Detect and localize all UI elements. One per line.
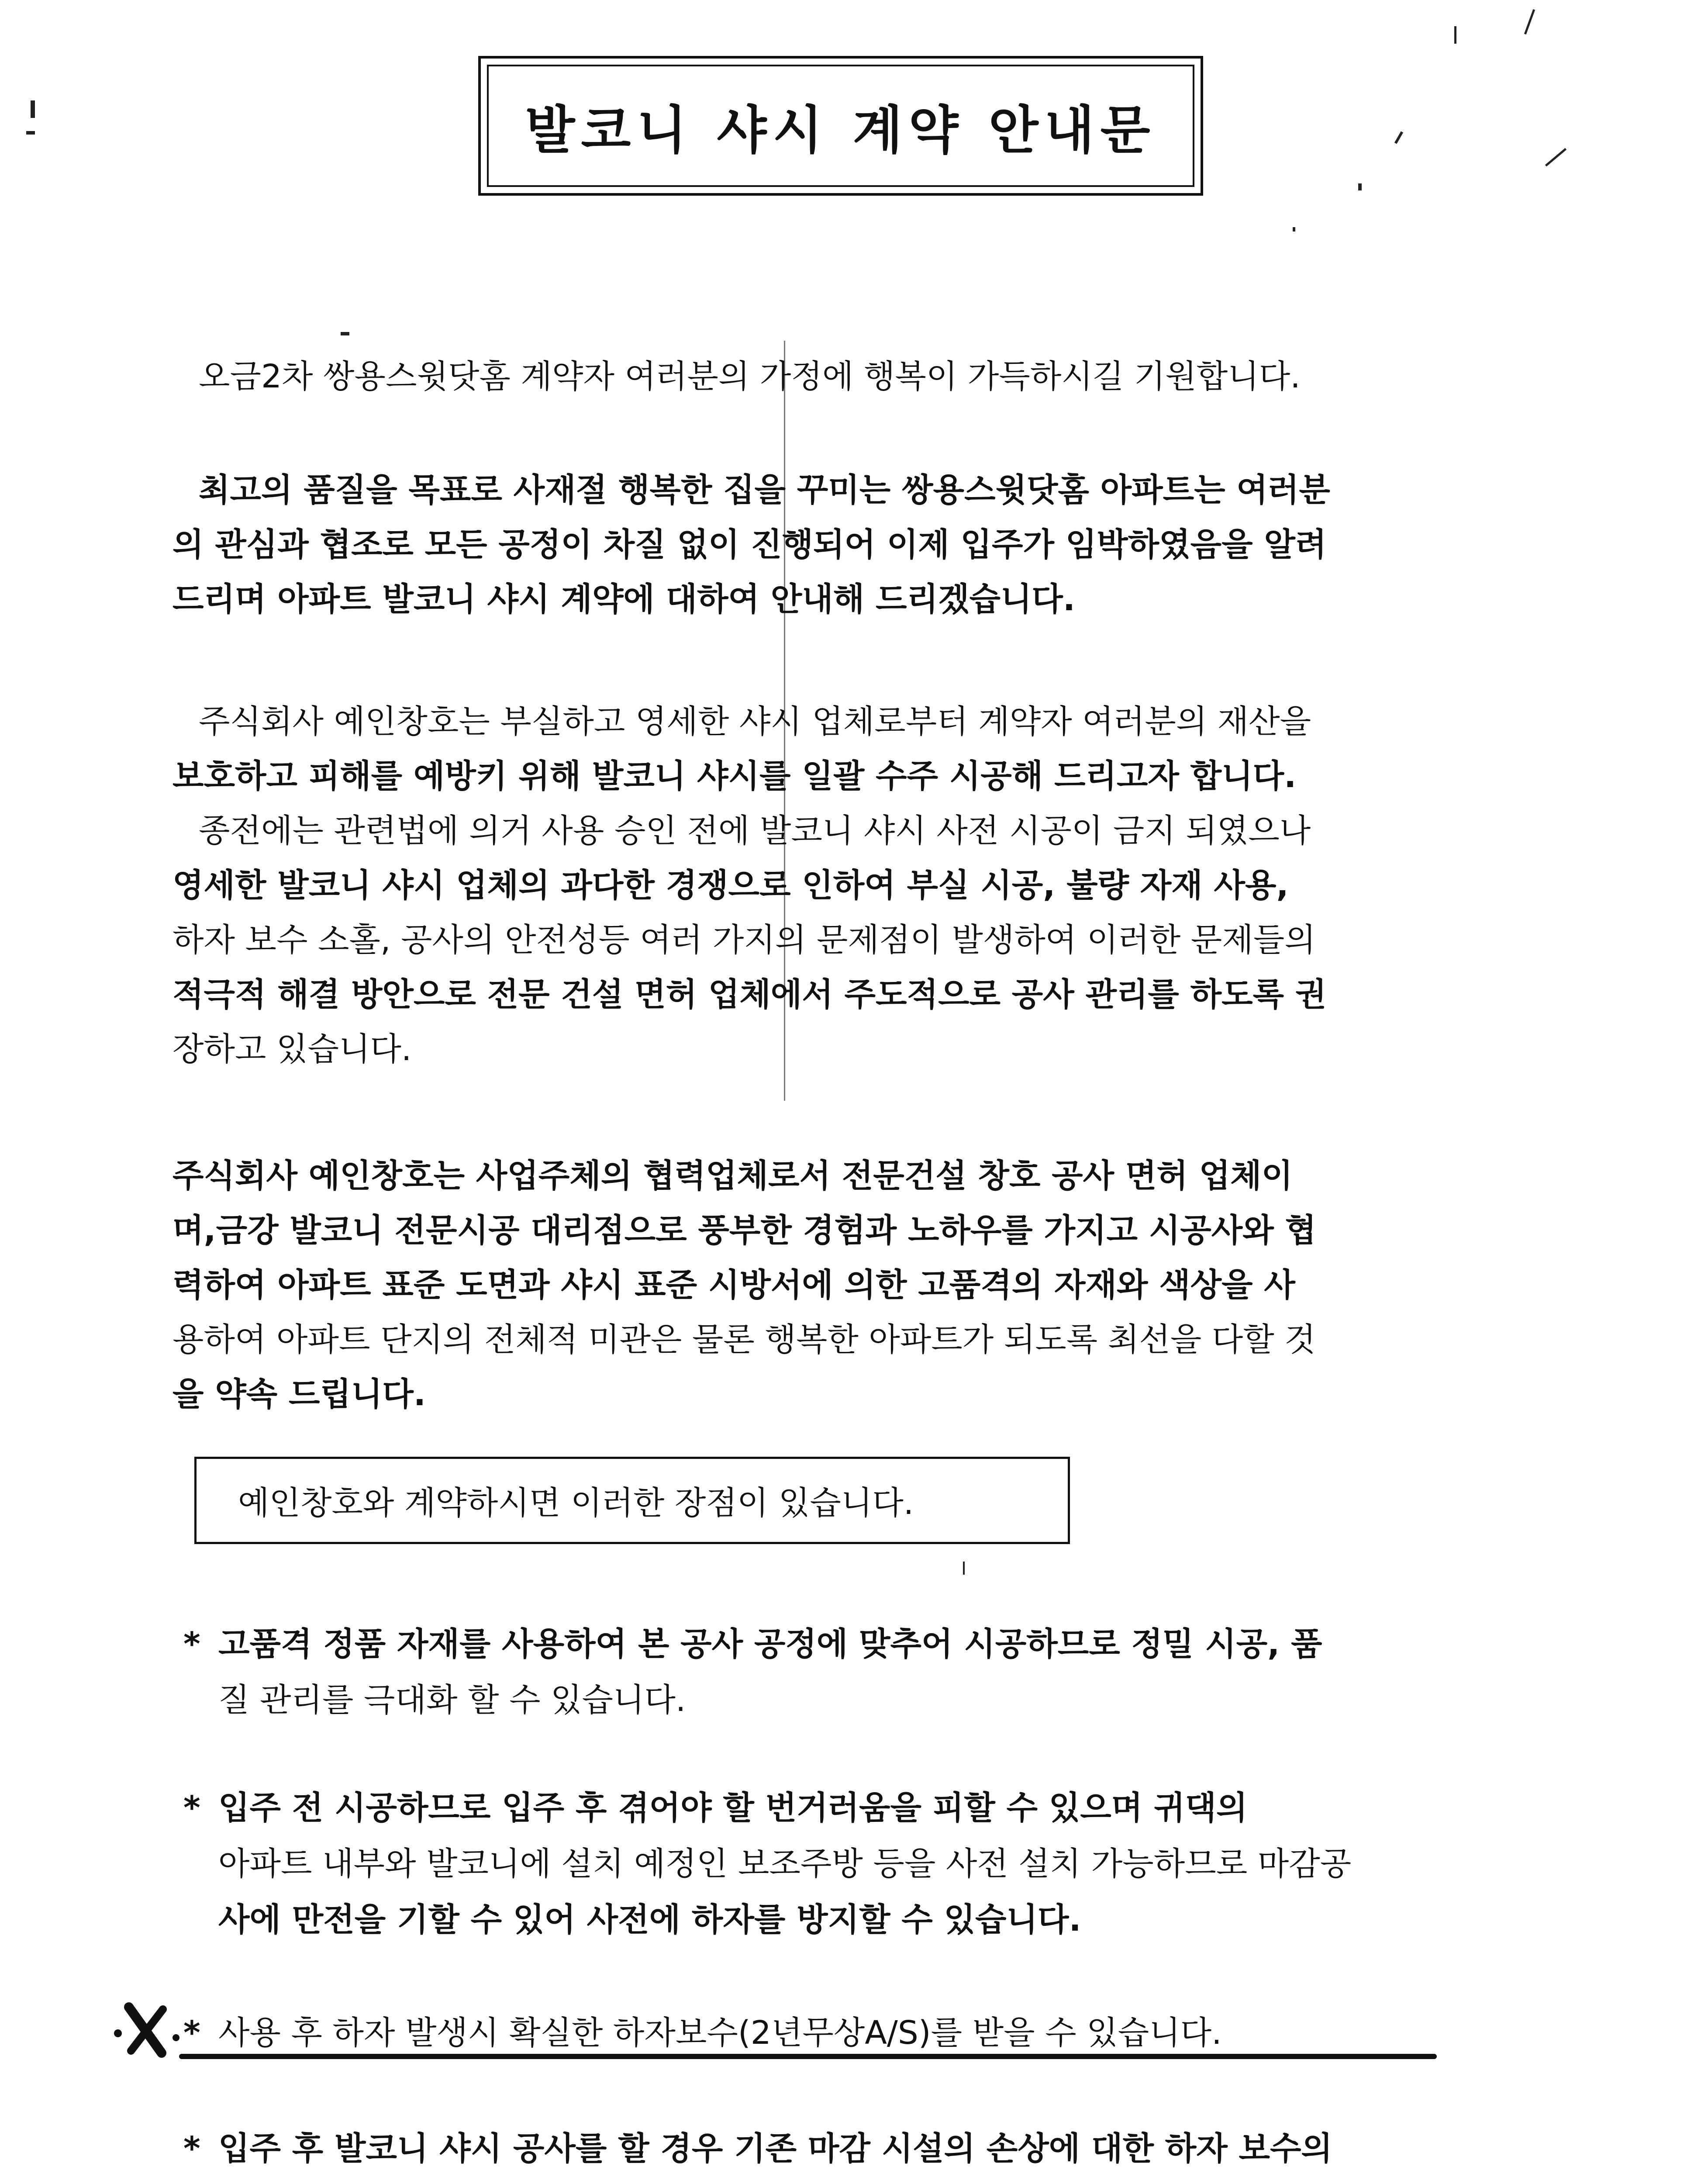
scan-speck	[1524, 9, 1535, 35]
paragraph-line: 최고의 품질을 목표로 사재절 행복한 집을 꾸미는 쌍용스윗닷홈 아파트는 여러분	[199, 471, 1330, 509]
paragraph-line: 장하고 있습니다.	[173, 1030, 412, 1068]
greeting-text: 오금2차 쌍용스윗닷홈 계약자 여러분의 가정에 행복이 가득하시길 기원합니다.	[199, 358, 1301, 395]
scan-speck	[31, 100, 35, 118]
paragraph-company	[173, 695, 1557, 804]
paragraph-line: 을 약속 드립니다.	[173, 1375, 426, 1413]
paragraph-line: 종전에는 관련법에 의거 사용 승인 전에 발코니 샤시 사전 시공이 금지 되였으나	[199, 812, 1311, 850]
scan-speck	[1454, 26, 1456, 44]
paragraph-line: 의 관심과 협조로 모든 공정이 차질 없이 진행되어 이제 입주가 임박하였음을 알려	[173, 526, 1327, 563]
bullet-line	[218, 2177, 1572, 2184]
bullet-line: 아파트 내부와 발코니에 설치 예정인 보조주방 등을 사전 설치 가능하므로 마감공	[218, 1845, 1352, 1883]
paragraph-line: 영세한 발코니 샤시 업체의 과다한 경쟁으로 인하여 부실 시공, 불량 자재 사용,	[173, 867, 1289, 904]
scan-speck	[1293, 227, 1295, 232]
title-inner-border	[487, 65, 1194, 187]
advantages-box-text: 예인창호와 계약하시면 이러한 장점이 있습니다.	[238, 1484, 914, 1522]
scan-speck	[1394, 131, 1403, 144]
bullet-star: *	[183, 1625, 200, 1663]
paragraph-line: 주식회사 예인창호는 부실하고 영세한 샤시 업체로부터 계약자 여러분의 재산을	[199, 703, 1311, 740]
bullet-line: 입주 후 발코니 샤시 공사를 할 경우 기존 마감 시설의 손상에 대한 하자 보수의	[218, 2130, 1332, 2167]
advantages-box	[194, 1457, 1070, 1544]
bullet-star: *	[183, 2130, 200, 2167]
page-title: 발코니 샤시 계약 안내문	[525, 100, 1156, 160]
scan-speck	[1358, 183, 1362, 190]
bullet-star: *	[183, 1789, 200, 1827]
bullet-line: 사용 후 하자 발생시 확실한 하자보수(2년무상A/S)를 받을 수 있습니다.	[218, 2014, 1222, 2052]
paragraph-line: 력하여 아파트 표준 도면과 샤시 표준 시방서에 의한 고품격의 자재와 색상을 사	[173, 1266, 1295, 1304]
paragraph-line: 용하여 아파트 단지의 전체적 미관은 물론 행복한 아파트가 되도록 최선을 다할 것	[173, 1321, 1316, 1358]
scan-speck	[341, 332, 349, 335]
handwritten-underline	[179, 2054, 1437, 2059]
title-box	[478, 56, 1203, 196]
bullet-item	[183, 1616, 1572, 1728]
scan-speck	[1545, 148, 1567, 166]
paragraph-line: 며,금강 발코니 전문시공 대리점으로 풍부한 경험과 노하우를 가지고 시공사와 협	[173, 1212, 1316, 1249]
paragraph-line: 드리며 아파트 발코니 샤시 계약에 대하여 안내해 드리겠습니다.	[173, 581, 1076, 618]
bullet-line: 질 관리를 극대화 할 수 있습니다.	[218, 1681, 686, 1719]
scan-speck	[963, 1562, 965, 1575]
paragraph-line: 보호하고 피해를 예방키 위해 발코니 샤시를 일괄 수주 시공해 드리고자 합니다.	[173, 757, 1297, 795]
handwritten-x-mark-icon	[111, 1994, 181, 2064]
bullet-item	[183, 2121, 1572, 2184]
bullet-item	[183, 1780, 1572, 1948]
paragraph-background	[173, 804, 1557, 1077]
paragraph-line: 주식회사 예인창호는 사업주체의 협력업체로서 전문건설 창호 공사 면허 업체이	[173, 1157, 1293, 1195]
paragraph-partner	[173, 1149, 1557, 1422]
bullet-star: *	[183, 2014, 200, 2052]
bullet-item-highlighted	[183, 2005, 1572, 2061]
bullet-line: 입주 전 시공하므로 입주 후 겪어야 할 번거러움을 피할 수 있으며 귀댁의	[218, 1789, 1248, 1827]
paragraph-line: 적극적 해결 방안으로 전문 건설 면허 업체에서 주도적으로 공사 관리를 하도록 권	[173, 976, 1327, 1013]
paragraph-line: 하자 보수 소홀, 공사의 안전성등 여러 가지의 문제점이 발생하여 이러한 문제들의	[173, 921, 1316, 959]
scan-speck	[26, 131, 35, 135]
bullet-line: 고품격 정품 자재를 사용하여 본 공사 공정에 맞추어 시공하므로 정밀 시공, 품	[218, 1625, 1322, 1663]
paragraph-intro	[173, 463, 1557, 627]
bullet-line: 사에 만전을 기할 수 있어 사전에 하자를 방지할 수 있습니다.	[218, 1901, 1081, 1939]
